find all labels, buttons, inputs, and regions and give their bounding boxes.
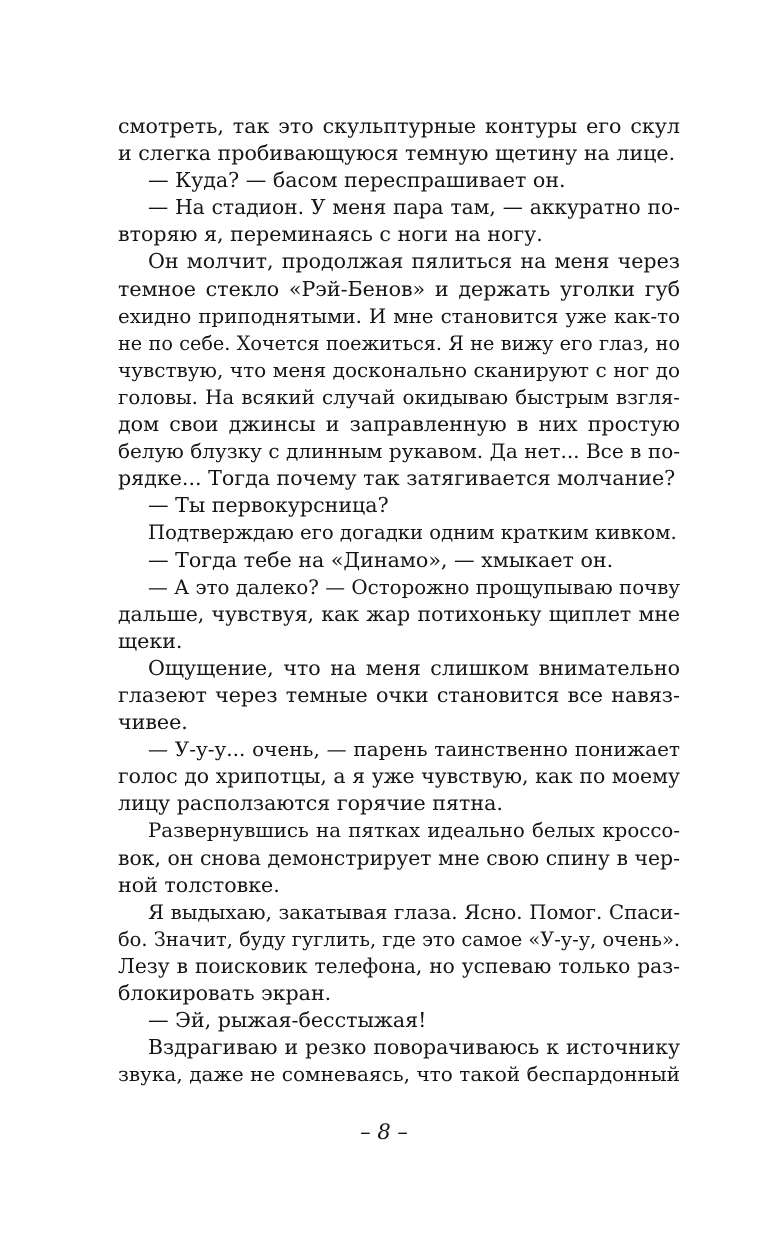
- text-line: дом свои джинсы и заправленную в них простую: [118, 412, 680, 437]
- text-line: — У-у-у... очень, — парень таинственно понижает: [148, 737, 680, 762]
- page-number: – 8 –: [360, 1120, 408, 1144]
- text-line: белую блузку с длинным рукавом. Да нет... Все в по-: [118, 439, 680, 464]
- text-line: блокировать экран.: [118, 981, 332, 1005]
- text-line: Вздрагиваю и резко поворачиваюсь к источнику: [148, 1035, 680, 1060]
- body-text: [118, 113, 680, 1088]
- text-line: ехидно приподнятыми. И мне становится уже как-то: [118, 304, 680, 328]
- text-line: и слегка пробивающуюся темную щетину на лице.: [118, 141, 676, 166]
- text-line: Подтверждаю его догадки одним кратким кивком.: [148, 521, 677, 545]
- text-line: бо. Значит, буду гуглить, где это самое «У-у-у, очень».: [118, 927, 680, 951]
- text-line: Ощущение, что на меня слишком внимательно: [148, 655, 680, 680]
- text-line: Я выдыхаю, закатывая глаза. Ясно. Помог. Спаси-: [148, 900, 680, 924]
- text-line: Он молчит, продолжая пялиться на меня через: [148, 249, 680, 274]
- text-line: вторяю я, переминаясь с ноги на ногу.: [118, 222, 543, 247]
- text-line: — На стадион. У меня пара там, — аккуратно по-: [148, 195, 680, 220]
- text-line: Развернувшись на пятках идеально белых кроссо-: [148, 819, 680, 843]
- text-line: не по себе. Хочется поежиться. Я не вижу его глаз, но: [118, 331, 680, 355]
- text-line: — Куда? — басом переспрашивает он.: [148, 168, 566, 193]
- text-line: — Тогда тебе на «Динамо», — хмыкает он.: [148, 547, 614, 572]
- text-line: — Эй, рыжая-бесстыжая!: [148, 1008, 427, 1033]
- text-line: — А это далеко? — Осторожно прощупываю почву: [148, 575, 680, 599]
- text-line: — Ты первокурсница?: [148, 493, 389, 518]
- text-line: рядке... Тогда почему так затягивается молчание?: [118, 466, 676, 491]
- text-line: ной толстовке.: [118, 872, 280, 897]
- text-line: головы. На всякий случай окидываю быстрым взгля-: [118, 385, 680, 409]
- text-line: дальше, чувствуя, как жар потихоньку щиплет мне: [118, 601, 680, 626]
- text-line: глазеют через темные очки становится все навяз-: [118, 682, 680, 707]
- text-line: лицу расползаются горячие пятна.: [118, 791, 503, 816]
- text-line: голос до хрипотцы, а я уже чувствую, как по моему: [118, 764, 680, 789]
- text-line: звука, даже не сомневаясь, что такой беспардонный: [118, 1062, 680, 1087]
- text-line: чувствую, что меня досконально сканируют с ног до: [118, 357, 680, 382]
- text-line: чивее.: [118, 710, 188, 735]
- text-line: темное стекло «Рэй-Бенов» и держать уголки губ: [118, 276, 680, 301]
- text-line: смотреть, так это скульптурные контуры его скул: [118, 114, 680, 138]
- text-line: вок, он снова демонстрирует мне свою спину в чер-: [118, 845, 680, 870]
- text-line: Лезу в поисковик телефона, но успеваю только раз-: [118, 953, 680, 978]
- text-line: щеки.: [118, 628, 183, 653]
